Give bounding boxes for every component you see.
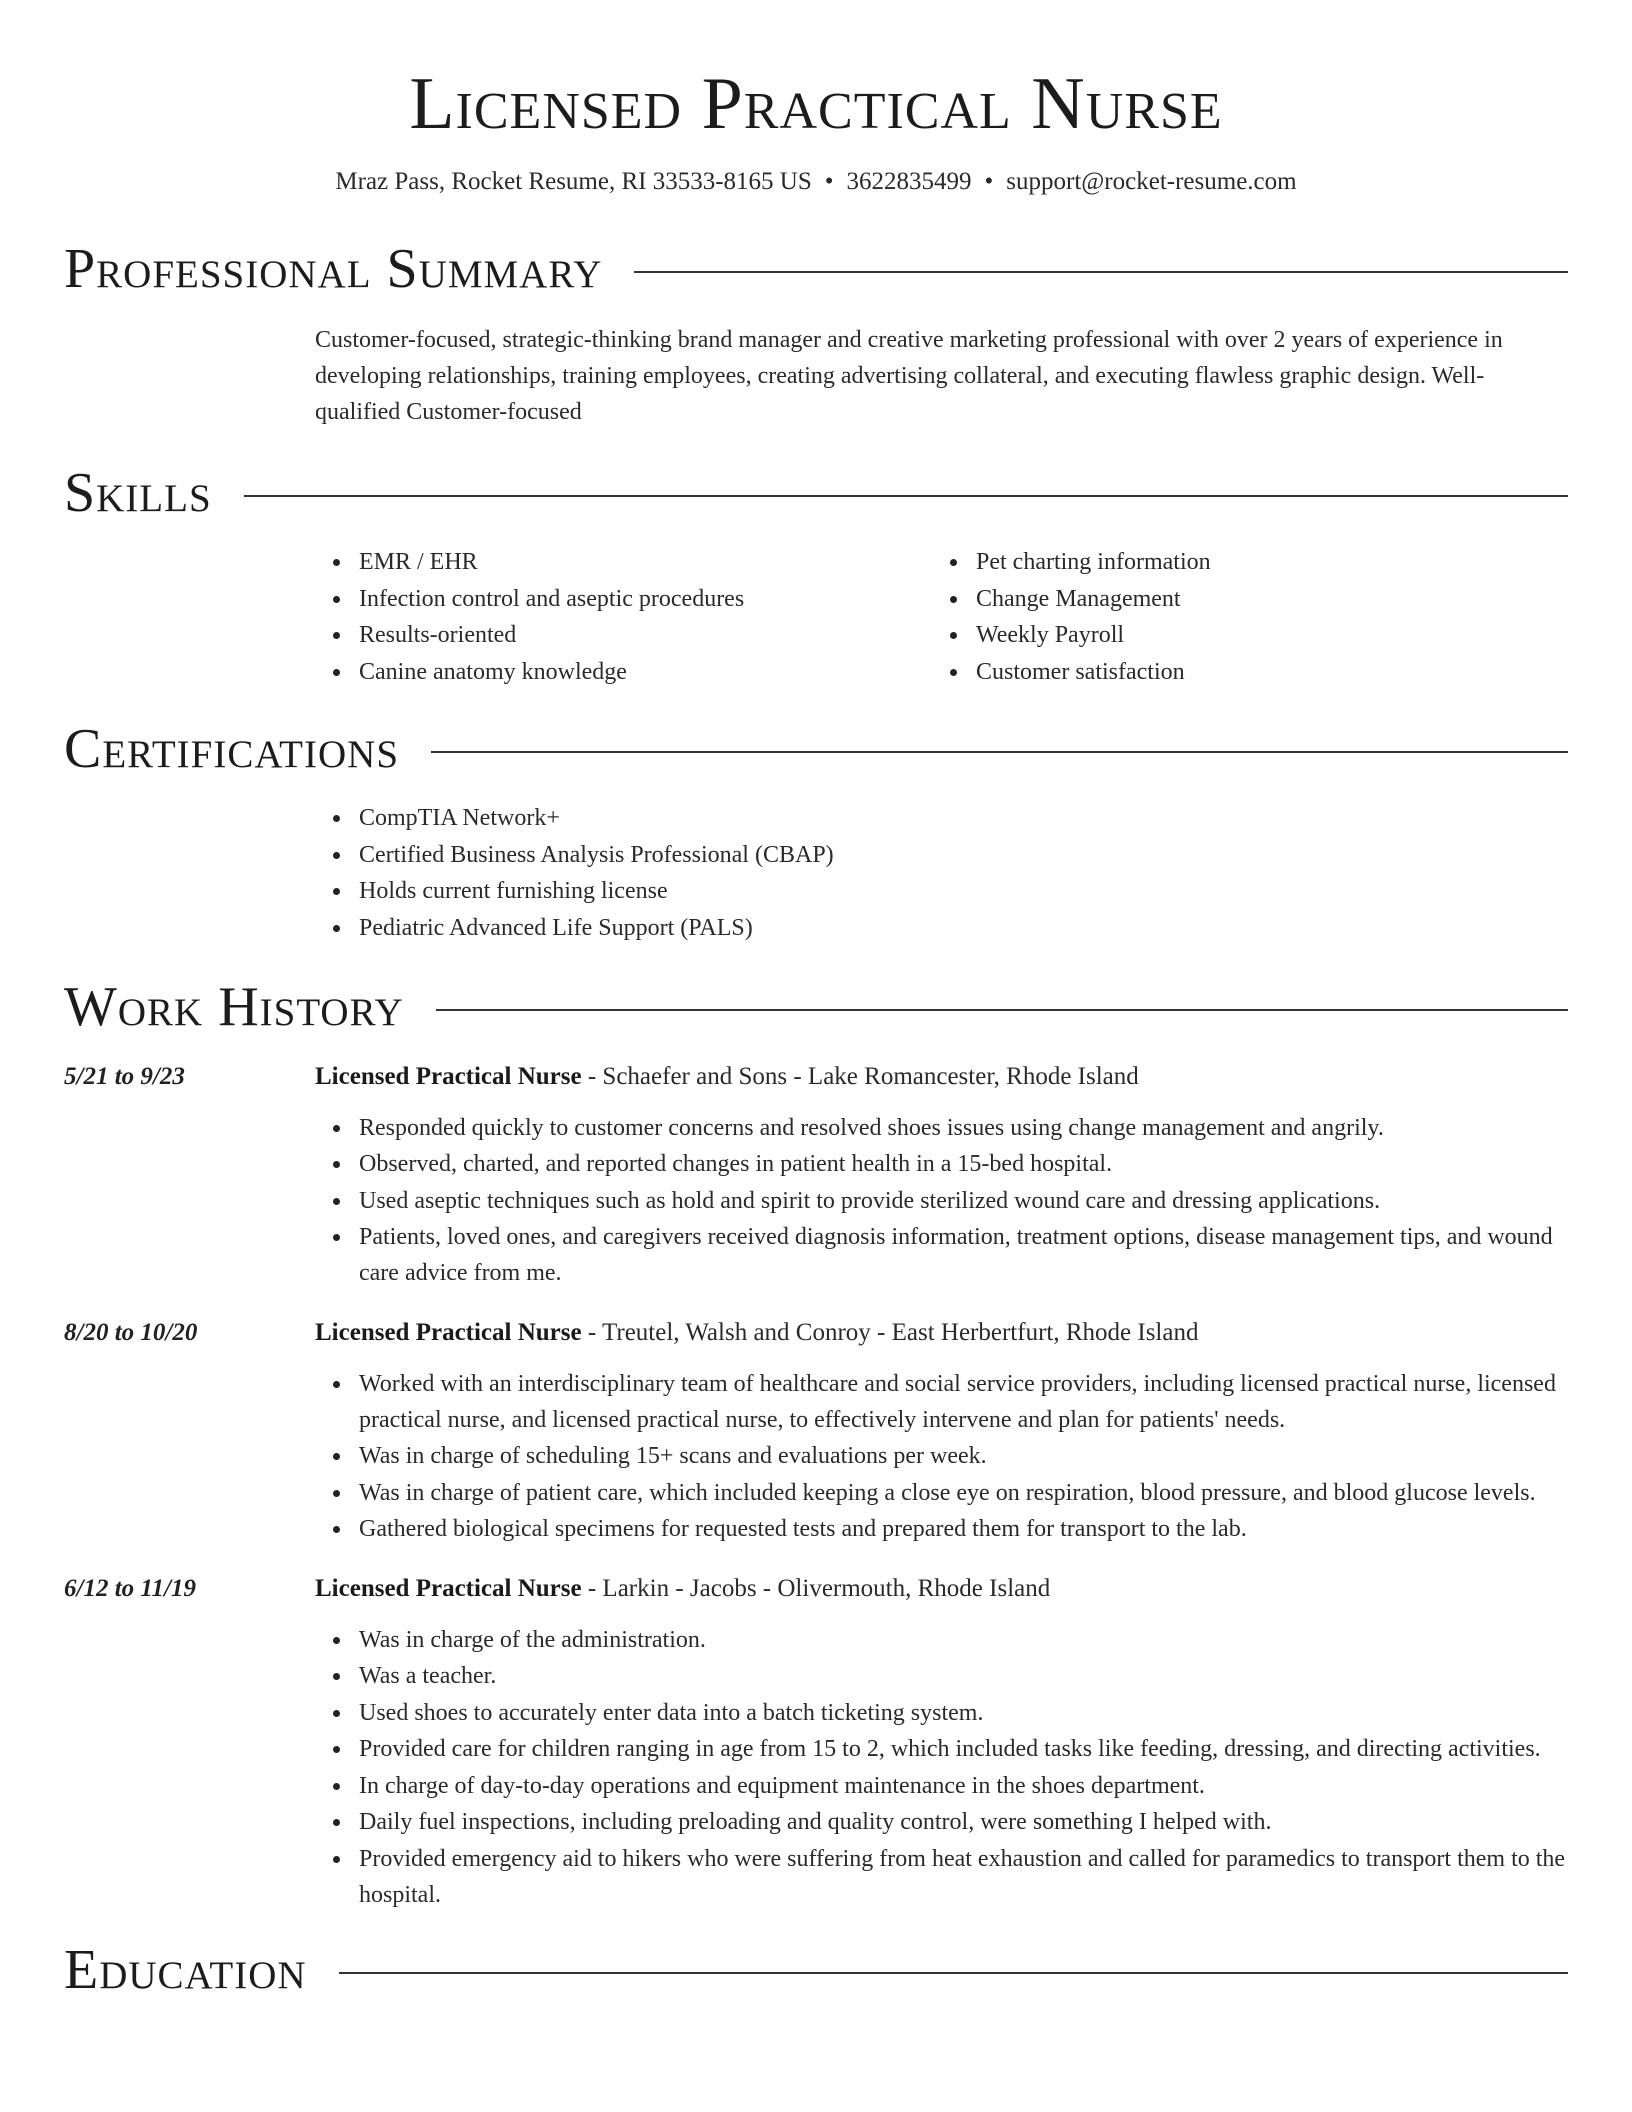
contact-email: support@rocket-resume.com (1006, 168, 1297, 195)
job-bullet: Responded quickly to customer concerns and resolved shoes issues using change management and angrily. (359, 1110, 1568, 1146)
job-title: Licensed Practical Nurse (315, 1318, 582, 1346)
certification-item: Pediatric Advanced Life Support (PALS) (359, 910, 1568, 946)
job-employer: - Schaefer and Sons - Lake Romancester, Rhode Island (581, 1062, 1139, 1090)
job-title: Licensed Practical Nurse (315, 1574, 582, 1602)
skill-item: Infection control and aseptic procedures (359, 581, 932, 617)
job-title-line (315, 1572, 1568, 1606)
job-bullet: Daily fuel inspections, including preloading and quality control, were something I helped with. (359, 1804, 1568, 1840)
contact-separator: • (824, 168, 834, 195)
work-history-section-header (64, 976, 1568, 1038)
job-bullet: Provided care for children ranging in age from 15 to 2, which included tasks like feeding, dressing, and directing activities. (359, 1731, 1568, 1767)
job-bullet: Patients, loved ones, and caregivers received diagnosis information, treatment options, disease management tips, and wound care advice from me. (359, 1219, 1568, 1291)
job-bullet: Was in charge of patient care, which included keeping a close eye on respiration, blood pressure, and blood glucose levels. (359, 1475, 1568, 1511)
certification-item: Certified Business Analysis Professional (CBAP) (359, 837, 1568, 873)
job-title-line (315, 1316, 1568, 1350)
job-entry (64, 1060, 1568, 1292)
job-title: Licensed Practical Nurse (315, 1062, 582, 1090)
education-heading: Education (64, 1939, 307, 2001)
education-section-header (64, 1939, 1568, 2001)
skill-item: Canine anatomy knowledge (359, 654, 932, 690)
skills-heading: Skills (64, 462, 212, 524)
skills-column-left (315, 544, 932, 690)
job-entry (64, 1572, 1568, 1914)
certifications-section-header (64, 718, 1568, 780)
section-divider (339, 1972, 1568, 1974)
job-entry (64, 1316, 1568, 1548)
job-dates: 6/12 to 11/19 (64, 1574, 196, 1602)
summary-heading: Professional Summary (64, 238, 603, 300)
job-bullet: Used shoes to accurately enter data into a batch ticketing system. (359, 1695, 1568, 1731)
section-divider (244, 495, 1568, 497)
job-dates: 5/21 to 9/23 (64, 1062, 185, 1090)
section-divider (436, 1009, 1568, 1011)
job-bullet: Was in charge of scheduling 15+ scans and evaluations per week. (359, 1438, 1568, 1474)
job-employer: - Larkin - Jacobs - Olivermouth, Rhode Island (581, 1574, 1051, 1602)
job-employer: - Treutel, Walsh and Conroy - East Herbertfurt, Rhode Island (581, 1318, 1199, 1346)
job-bullet: Worked with an interdisciplinary team of healthcare and social service providers, including licensed practical nurse, licensed practical nurse, and licensed practical nurse, to effectively intervene and plan for patients' needs. (359, 1366, 1568, 1438)
job-bullet: Was a teacher. (359, 1658, 1568, 1694)
job-title-line (315, 1060, 1568, 1094)
job-bullet: Used aseptic techniques such as hold and spirit to provide sterilized wound care and dressing applications. (359, 1183, 1568, 1219)
skill-item: Change Management (976, 581, 1549, 617)
skill-item: Results-oriented (359, 617, 932, 653)
section-divider (431, 751, 1568, 753)
skill-item: EMR / EHR (359, 544, 932, 580)
skills-section-header (64, 462, 1568, 524)
section-divider (634, 271, 1568, 273)
skill-item: Customer satisfaction (976, 654, 1549, 690)
job-bullet: In charge of day-to-day operations and equipment maintenance in the shoes department. (359, 1768, 1568, 1804)
job-bullet: Observed, charted, and reported changes in patient health in a 15-bed hospital. (359, 1146, 1568, 1182)
contact-separator: • (984, 168, 994, 195)
summary-section-header (64, 238, 1568, 300)
job-dates: 8/20 to 10/20 (64, 1318, 198, 1346)
job-bullet: Gathered biological specimens for requested tests and prepared them for transport to the lab. (359, 1511, 1568, 1547)
skill-item: Pet charting information (976, 544, 1549, 580)
skills-column-right (932, 544, 1549, 690)
resume-page (64, 0, 1568, 2001)
job-bullet: Was in charge of the administration. (359, 1622, 1568, 1658)
contact-address: Mraz Pass, Rocket Resume, RI 33533-8165 US (335, 168, 812, 195)
contact-phone: 3622835499 (846, 168, 972, 195)
work-history-heading: Work History (64, 975, 404, 1038)
certifications-heading: Certifications (64, 718, 400, 780)
job-bullet: Provided emergency aid to hikers who were suffering from heat exhaustion and called for paramedics to transport them to the hospital. (359, 1841, 1568, 1913)
skills-list (315, 544, 1568, 690)
contact-line (64, 166, 1568, 198)
certification-item: CompTIA Network+ (359, 800, 1568, 836)
certifications-list (315, 800, 1568, 946)
summary-text: Customer-focused, strategic-thinking brand manager and creative marketing professional with over 2 years of experience in developing relationships, training employees, creating advertising collateral, and executing flawless graphic design. Well-qualified Customer-focused (315, 327, 1503, 425)
resume-name: Licensed Practical Nurse (409, 63, 1223, 145)
skill-item: Weekly Payroll (976, 617, 1549, 653)
certification-item: Holds current furnishing license (359, 873, 1568, 909)
